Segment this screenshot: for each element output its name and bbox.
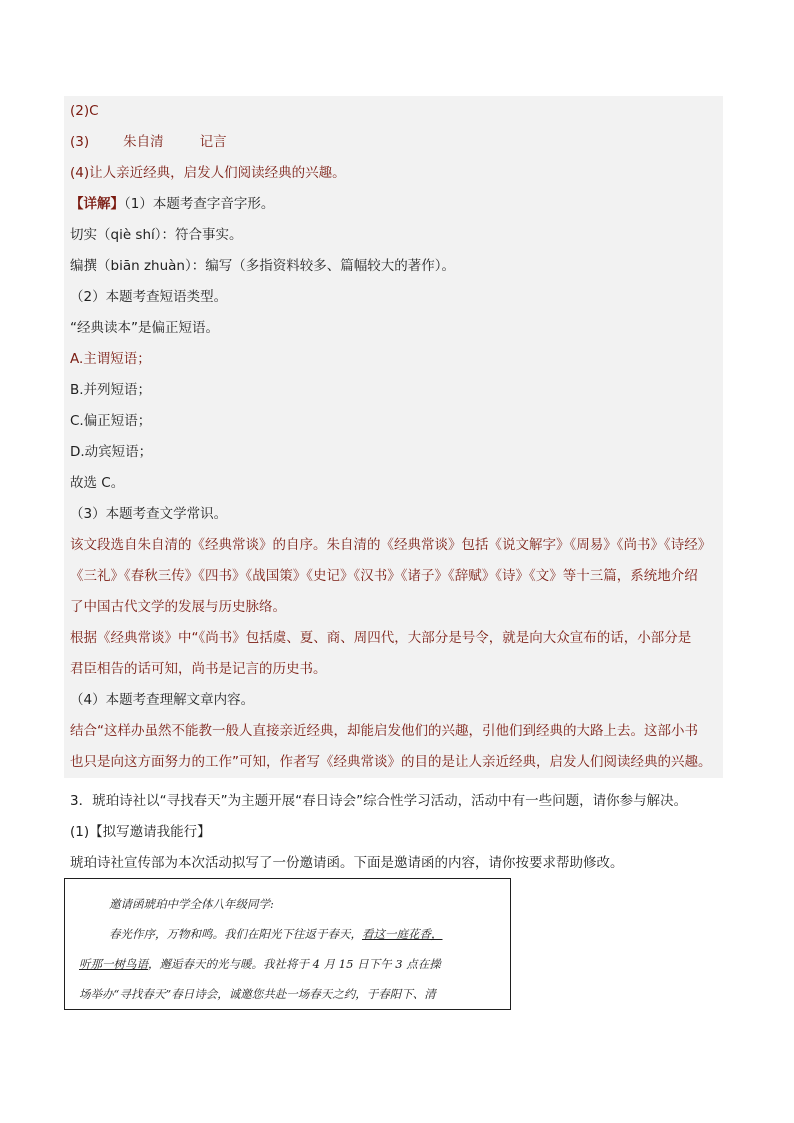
detail-line: 根据《经典常谈》中“《尚书》包括虞、夏、商、周四代，大部分是号令，就是向大众宣布的话，小部分是: [70, 630, 692, 646]
detail-line: （4）本题考查理解文章内容。: [70, 692, 255, 708]
invitation-underlined-text: 看这一庭花香，: [362, 927, 443, 941]
question-3-description: 琥珀诗社宣传部为本次活动拟写了一份邀请函。下面是邀请函的内容，请你按要求帮助修改。: [70, 855, 624, 871]
answer-3-author: 朱自清: [123, 134, 164, 150]
detail-line: 切实（qiè shí）：符合事实。: [70, 227, 243, 243]
detail-line: 《三礼》《春秋三传》《四书》《战国策》《史记》《汉书》《诸子》《辞赋》《诗》《文》等十三篇，系统地介绍: [70, 568, 698, 584]
answer-3-number: (3): [70, 134, 90, 150]
detail-line: 君臣相告的话可知，尚书是记言的历史书。: [70, 661, 327, 677]
detail-line: （3）本题考查文学常识。: [70, 506, 228, 522]
detail-line: 结合“这样办虽然不能教一般人直接亲近经典，却能启发他们的兴趣，引他们到经典的大路上去。这部小书: [70, 723, 698, 739]
answer-line-2: (2)C: [70, 103, 99, 119]
detail-line: 故选 C。: [70, 475, 125, 491]
invitation-line: [79, 919, 496, 949]
option-line: B.并列短语；: [70, 382, 152, 398]
detail-line: 该文段选自朱自清的《经典常谈》的自序。朱自清的《经典常谈》包括《说文解字》《周易》《尚书》《诗经》: [70, 537, 712, 553]
invitation-underlined-text: 听那一树鸟语: [79, 957, 148, 971]
invitation-line: [79, 949, 496, 979]
detail-line: “经典读本”是偏正短语。: [70, 320, 219, 336]
answer-explanation-block: [64, 96, 723, 778]
answer-3-genre: 记言: [199, 134, 227, 150]
option-line: C.偏正短语；: [70, 413, 152, 429]
detail-line: 编撰（biān zhuàn）：编写（多指资料较多、篇幅较大的著作）。: [70, 258, 455, 274]
detail-heading: [64, 189, 723, 220]
detail-line: （2）本题考查短语类型。: [70, 289, 228, 305]
invitation-text: 春光作序，万物和鸣。我们在阳光下往返于春天，: [109, 927, 362, 941]
invitation-line: 场举办“寻找春天”春日诗会，诚邀您共赴一场春天之约，于春阳下、清: [79, 987, 436, 1001]
invitation-text: ，邂逅春天的光与暖。我社将于 4 月 15 日下午 3 点在操: [148, 957, 441, 971]
question-3-sub-1: (1)【拟写邀请我能行】: [70, 824, 211, 840]
detail-line: 也只是向这方面努力的工作”可知，作者写《经典常谈》的目的是让人亲近经典，启发人们阅读经典的兴趣。: [70, 754, 712, 770]
question-3-intro: 3．琥珀诗社以“寻找春天”为主题开展“春日诗会”综合性学习活动，活动中有一些问题，请你参与解决。: [70, 793, 688, 809]
answer-line-3: [64, 127, 723, 158]
detail-tag: 【详解】: [70, 196, 124, 212]
detail-heading-text: （1）本题考查字音字形。: [124, 196, 275, 212]
detail-line: 了中国古代文学的发展与历史脉络。: [70, 599, 286, 615]
answer-line-4: (4)让人亲近经典，启发人们阅读经典的兴趣。: [70, 165, 346, 181]
invitation-salutation: 邀请函琥珀中学全体八年级同学:: [109, 897, 274, 911]
option-line: A.主谓短语；: [70, 351, 151, 367]
invitation-letter-box: [64, 878, 511, 1010]
option-line: D.动宾短语；: [70, 444, 153, 460]
